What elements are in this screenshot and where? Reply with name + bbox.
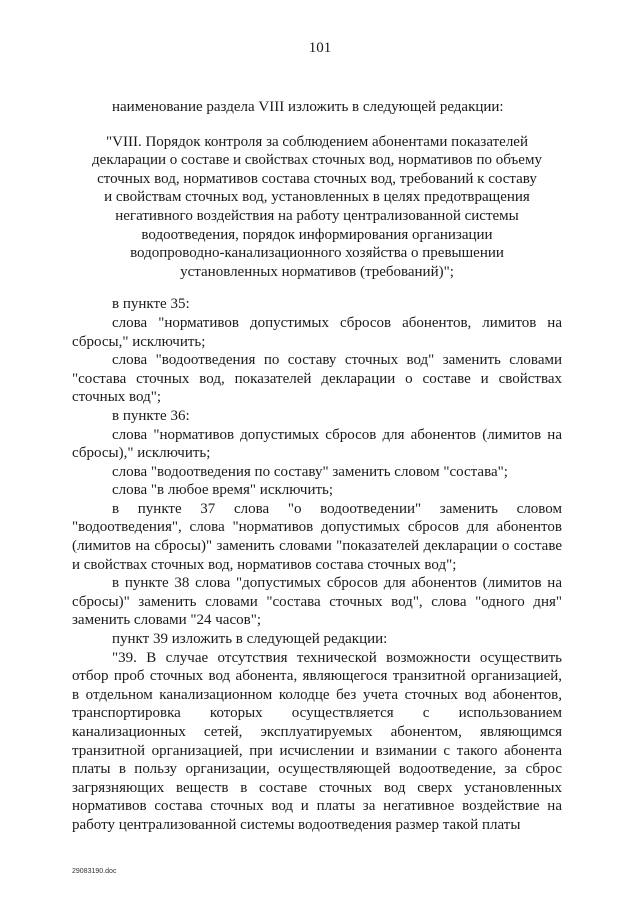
section-title-line: негативного воздействия на работу централизованной системы <box>115 207 519 224</box>
paragraph <box>72 426 562 463</box>
paragraph-line: в пункте 37 слова "о водоотведении" заменить словом <box>112 500 562 517</box>
file-name-footer: 29083190.doc <box>72 868 117 875</box>
section-title-line: водоотведения, порядок информирования организации <box>141 226 493 243</box>
section-title-line: "VIII. Порядок контроля за соблюдением абонентами показателей <box>106 133 528 150</box>
paragraph-line: пункт 39 изложить в следующей редакции: <box>112 631 388 648</box>
paragraph <box>72 351 562 407</box>
paragraph-line: платы в пользу организации, осуществляющей водоотведение, за сброс <box>72 761 562 778</box>
paragraph <box>72 463 562 482</box>
paragraph-line: сбросы)," исключить; <box>72 445 211 462</box>
paragraph <box>72 295 562 314</box>
paragraph-line: отбор проб сточных вод абонента, являющегося транзитной организацией, <box>72 668 562 685</box>
paragraph-line: заменить словами "24 часов"; <box>72 612 261 629</box>
section-title-line: декларации о составе и свойствах сточных вод, нормативов по объему <box>92 152 542 169</box>
amendment-list <box>72 295 562 834</box>
paragraph-line: загрязняющих веществ в составе сточных вод сверх установленных <box>72 779 562 796</box>
paragraph-line: в отдельном канализационном колодце без учета сточных вод абонентов, <box>72 686 562 703</box>
paragraph-line: слова "в любое время" исключить; <box>112 482 334 499</box>
paragraph-line: транспортировка которых осуществляется с использованием <box>72 705 562 722</box>
section-title-line: установленных нормативов (требований)"; <box>180 263 454 280</box>
paragraph-line: сбросы," исключить; <box>72 333 206 350</box>
paragraph-line: "состава сточных вод, показателей декларации о составе и свойствах <box>72 370 562 387</box>
paragraph-line: слова "нормативов допустимых сбросов абонентов, лимитов на <box>112 314 562 331</box>
paragraph <box>72 630 562 649</box>
paragraph-line: канализационных сетей, эксплуатируемых абонентом, являющимся <box>72 724 562 740</box>
paragraph-line: "39. В случае отсутствия технической возможности осуществить <box>112 649 562 666</box>
paragraph-line: нормативов состава сточных вод и платы за негативное воздействие на <box>72 798 562 815</box>
paragraph-line: транзитной организацией, при исчислении и взимании с такого абонента <box>72 742 562 759</box>
paragraph <box>72 649 562 835</box>
intro-line: наименование раздела VIII изложить в следующей редакции: <box>112 99 504 115</box>
paragraph-line: в пункте 38 слова "допустимых сбросов для абонентов (лимитов на <box>112 575 562 592</box>
paragraph-line: работу централизованной системы водоотведения размер такой платы <box>72 816 521 833</box>
paragraph-line: в пункте 36: <box>112 407 190 424</box>
section-title <box>72 133 562 282</box>
paragraph-line: и свойствах сточных вод, нормативов состава сточных вод"; <box>72 556 457 573</box>
paragraph-line: в пункте 35: <box>112 296 190 313</box>
paragraph-line: слова "нормативов допустимых сбросов для абонентов (лимитов на <box>112 426 562 443</box>
paragraph-line: слова "водоотведения по составу" заменить словом "состава"; <box>112 463 508 480</box>
paragraph-line: "водоотведения", слова "нормативов допустимых сбросов для абонентов <box>72 519 562 536</box>
paragraph <box>72 314 562 351</box>
paragraph-line: сточных вод"; <box>72 389 161 406</box>
paragraph <box>72 500 562 574</box>
paragraph-line: слова "водоотведения по составу сточных вод" заменить словами <box>112 352 562 369</box>
section-title-line: и свойствам сточных вод, установленных в целях предотвращения <box>104 189 530 206</box>
section-title-line: водопроводно-канализационного хозяйства о превышении <box>130 245 504 262</box>
section-title-line: сточных вод, нормативов состава сточных вод, требований к составу <box>97 170 537 187</box>
document-body <box>72 98 562 835</box>
paragraph <box>72 481 562 500</box>
paragraph-line: сбросы)" заменить словами "состава сточных вод", слова "одного дня" <box>72 593 562 610</box>
paragraph <box>72 574 562 630</box>
page-number: 101 <box>308 40 332 56</box>
paragraph <box>72 407 562 426</box>
paragraph-line: (лимитов на сбросы)" заменить словами "показателей декларации о составе <box>72 538 562 555</box>
